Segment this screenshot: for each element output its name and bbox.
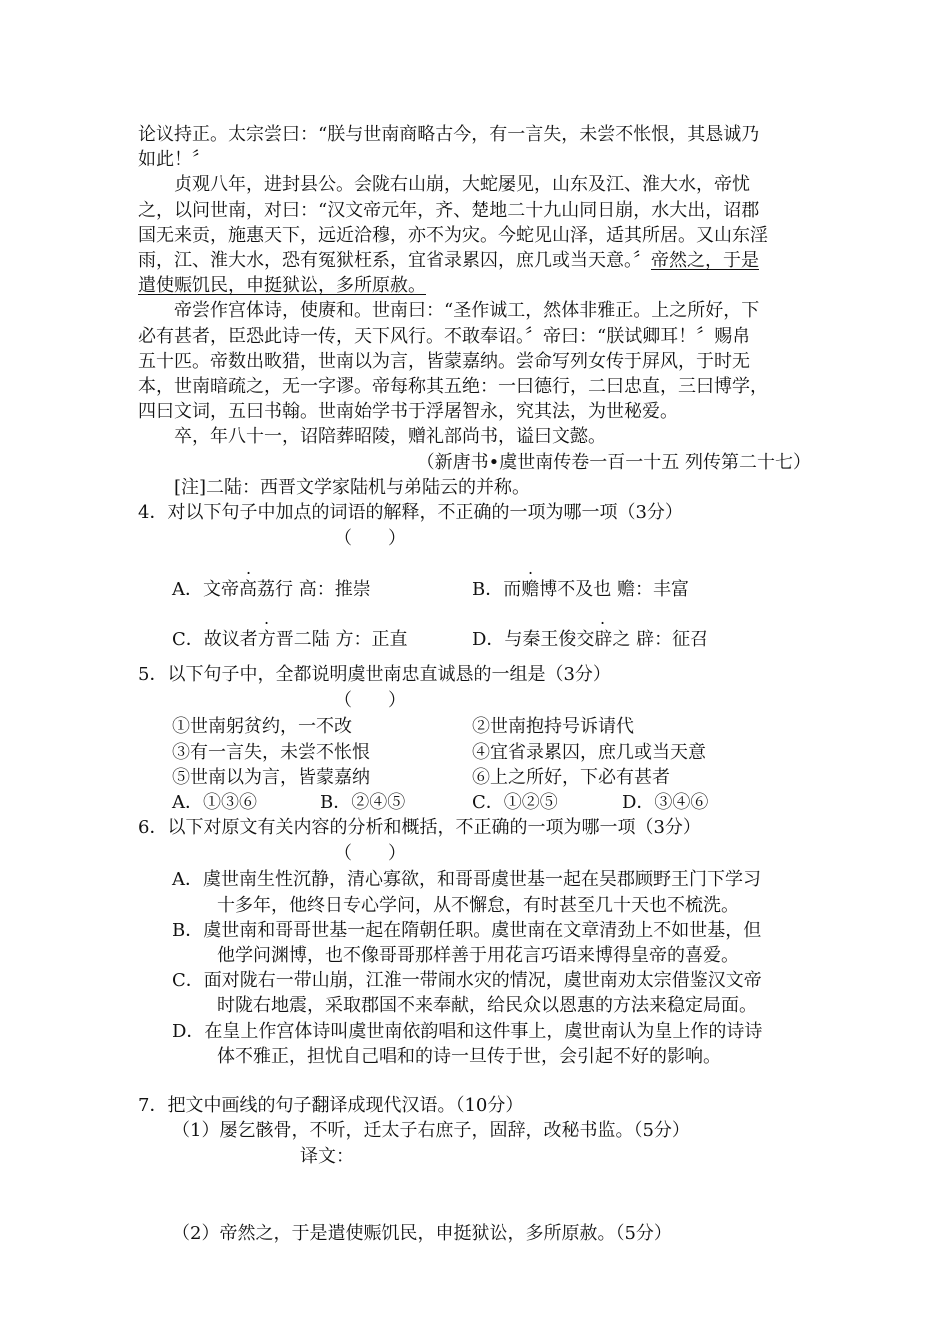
q7-stem: 7．把文中画线的句子翻译成现代汉语。（10分） [138,1095,524,1117]
passage-p1-line1: 贞观八年，进封县公。会陇右山崩，大蛇屡见，山东及江、淮大水，帝忧 [174,174,750,196]
q6-option-b-line2: 他学问渊博，也不像哥哥那样善于用花言巧语来博得皇帝的喜爱。 [217,945,739,967]
q4-options-row2 [138,602,813,652]
q4-option-d-text: D．与秦王俊交辟之 辟：征召 [472,629,709,651]
q4-answer-paren: （ ） [334,528,406,550]
q5-item-2: ②世南抱持号诉请代 [472,716,634,738]
q5-choices [138,790,813,815]
q5-answer-paren: （ ） [334,690,406,712]
q6-option-a-line1: A．虞世南生性沉静，清心寡欲，和哥哥虞世基一起在吴郡顾野王门下学习 [172,869,761,891]
q5-choice-c: C．①②⑤ [472,792,558,814]
q4-option-c [172,609,472,652]
q7-sub1: （1）屡乞骸骨，不听，迁太子右庶子，固辞，改秘书监。（5分） [172,1120,690,1142]
q4-option-b-text: B．而赡博不及也 赡：丰富 [472,579,689,601]
passage-p0-line1: 论议持正。太宗尝曰：“朕与世南商略古今，有一言失，未尝不怅恨，其恳诚乃 [138,124,760,145]
q4-options [138,552,813,652]
q4-options-row1 [138,552,813,602]
passage-p1-line5 [138,273,813,298]
q6-option-d-line1: D．在皇上作宫体诗叫虞世南依韵唱和这件事上，虞世南认为皇上作的诗诗 [172,1020,763,1042]
passage-note: [注]二陆：西晋文学家陆机与弟陆云的并称。 [174,476,531,498]
q4-option-a [172,559,472,602]
q4-option-c-text: C．故议者方晋二陆 方：正直 [172,629,408,651]
emphasis-dot: . [264,609,270,629]
passage-p3: 卒，年八十一，诏陪葬昭陵，赠礼部尚书，谥曰文懿。 [174,426,606,448]
q7-answer-space [138,1169,813,1221]
q5-stem: 5．以下句子中，全都说明虞世南忠直诚恳的一组是（3分） [138,664,611,686]
q5-item-5: ⑤世南以为言，皆蒙嘉纳 [172,766,370,788]
passage-p1-line2: 之，以问世南，对曰：“汉文帝元年，齐、楚地二十九山同日崩，水大出，诏郡 [138,199,760,221]
underlined-sentence-part2: 遣使赈饥民，申挺狱讼，多所原赦。 [138,275,426,297]
underlined-sentence-part1: 帝然之，于是 [651,250,759,272]
q5-choice-b: B．②④⑤ [320,792,406,814]
q4-option-b [472,559,772,602]
q7-sub2: （2）帝然之，于是遣使赈饥民，申挺狱讼，多所原赦。（5分） [172,1222,672,1244]
q5-items-row1 [138,714,813,739]
emphasis-dot: . [600,609,606,629]
q5-items-row3 [138,765,813,790]
emphasis-dot: . [246,559,252,579]
passage-p1-line4 [138,248,813,273]
q5-choice-a: A．①③⑥ [172,792,257,814]
passage-p2-line4: 本，世南暗疏之，无一字谬。帝每称其五绝：一曰德行，二曰忠直，三曰博学， [138,376,768,398]
q5-items-row2 [138,740,813,765]
q4-option-a-text: A．文帝高荔行 高：推崇 [172,579,371,601]
passage-p2-line2: 必有甚者，臣恐此诗一传，天下风行。不敢奉诏。〞帝曰：“朕试卿耳！〞赐帛 [138,325,751,347]
q6-option-b-line1: B．虞世南和哥哥世基一起在隋朝任职。虞世南在文章清劲上不如世基，但 [172,919,762,941]
q6-option-c-line2: 时陇右地震，采取郡国不来奉献，给民众以恩惠的方法来稳定局面。 [217,995,757,1017]
q6-option-d-line2: 体不雅正，担忧自己唱和的诗一旦传于世，会引起不好的影响。 [217,1045,721,1067]
emphasis-dot: . [528,559,534,579]
q4-stem: 4．对以下句子中加点的词语的解释，不正确的一项为哪一项（3分） [138,502,683,524]
q5-item-6: ⑥上之所好，下必有甚者 [472,766,670,788]
q6-stem: 6．以下对原文有关内容的分析和概括，不正确的一项为哪一项（3分） [138,817,701,839]
q6-option-c-line1: C．面对陇右一带山崩，江淮一带闹水灾的情况，虞世南劝太宗借鉴汉文帝 [172,970,762,992]
passage-source: （新唐书•虞世南传卷一百一十五 列传第二十七） [416,451,811,473]
passage-p1-line3: 国无来贡，施惠天下，远近洽穆，亦不为灾。今蛇见山泽，适其所居。又山东淫 [138,224,768,246]
passage-p2-line1: 帝尝作宫体诗，使赓和。世南曰：“圣作诚工，然体非雅正。上之所好，下 [174,300,760,322]
exam-page [138,122,813,1246]
q6-answer-paren: （ ） [334,843,406,865]
q5-choice-d: D．③④⑥ [622,792,709,814]
q5-item-3: ③有一言失，未尝不怅恨 [172,741,370,763]
q5-item-4: ④宜省录累囚，庶几或当天意 [472,741,706,763]
q7-translation-label: 译文： [300,1145,354,1167]
passage-p2-line3: 五十匹。帝数出畋猎，世南以为言，皆蒙嘉纳。尝命写列女传于屏风，于时无 [138,350,750,372]
q4-option-d [472,609,772,652]
q6-option-a-line2: 十多年，他终日专心学问，从不懈怠，有时甚至几十天也不梳洗。 [217,894,739,916]
q5-item-1: ①世南躬贫约，一不改 [172,716,352,738]
passage-p0-line2: 如此！〞 [138,149,210,171]
passage-p1-line4-plain: 雨，江、淮大水，恐有冤狱枉系，宜省录累囚，庶几或当天意。〞 [138,250,651,272]
passage-p2-line5: 四曰文词，五曰书翰。世南始学书于浮屠智永，究其法，为世秘爱。 [138,401,678,423]
